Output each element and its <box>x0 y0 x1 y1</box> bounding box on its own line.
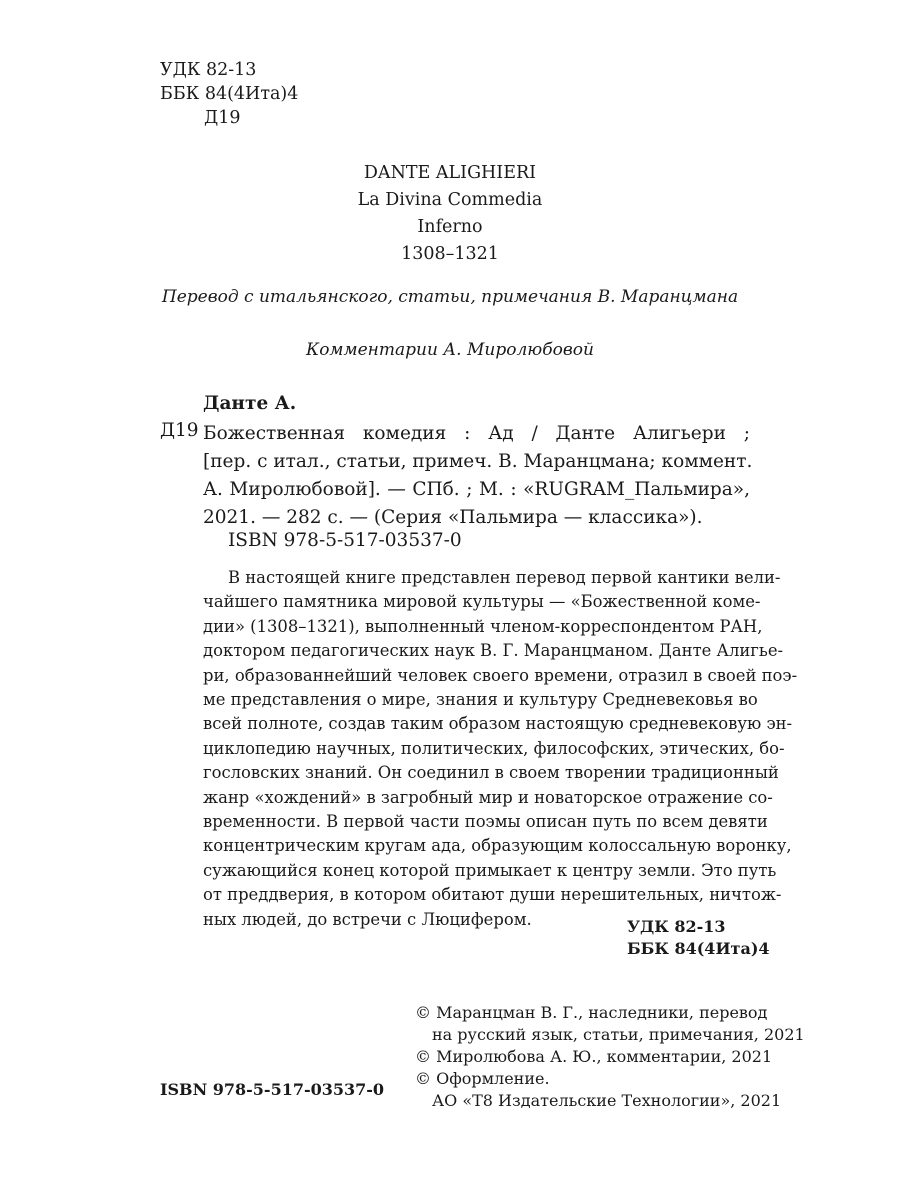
abstract-line: доктором педагогических наук В. Г. Маранцманом. Данте Алигье- <box>203 641 784 661</box>
book-abstract <box>203 566 798 932</box>
copyright-commentator: © Миролюбова А. Ю., комментарии, 2021 <box>415 1047 773 1066</box>
catalog-isbn: ISBN 978-5-517-03537-0 <box>228 530 462 551</box>
original-work-title: La Divina Commedia <box>357 190 543 210</box>
commentary-credit: Комментарии А. Миролюбовой <box>306 340 594 360</box>
original-title-block <box>0 160 900 268</box>
abstract-line: концентрическим кругам ада, образующим колоссальную воронку, <box>203 836 792 856</box>
bbk-code-bottom: ББК 84(4Ита)4 <box>627 939 770 958</box>
abstract-line: циклопедию научных, политических, философских, этических, бо- <box>203 738 785 758</box>
bibliographic-description <box>203 420 753 532</box>
abstract-line: гословских знаний. Он соединил в своем творении традиционный <box>203 763 779 783</box>
abstract-line: от преддверия, в котором обитают души нерешительных, ничтож- <box>203 885 782 905</box>
classification-block-top <box>160 58 298 130</box>
biblio-line: Божественная комедия : Ад / Данте Алигьери ; <box>203 423 750 444</box>
catalog-author-code: Д19 <box>160 420 199 441</box>
copyright-design: © Оформление. <box>415 1069 550 1088</box>
isbn-bottom: ISBN 978-5-517-03537-0 <box>160 1080 385 1099</box>
bbk-code: ББК 84(4Ита)4 <box>160 84 299 104</box>
abstract-line: В настоящей книге представлен перевод первой кантики вели- <box>228 568 781 587</box>
author-mark: Д19 <box>204 108 241 128</box>
abstract-line: жанр «хождений» в загробный мир и новаторское отражение со- <box>203 787 773 807</box>
biblio-line: А. Миролюбовой]. — СПб. ; М. : «RUGRAM_Пальмира», <box>203 479 750 500</box>
translation-credit: Перевод с итальянского, статьи, примечания В. Маранцмана <box>161 287 739 307</box>
udk-code-bottom: УДК 82-13 <box>627 917 726 936</box>
abstract-line: ри, образованнейший человек своего времени, отразил в своей поэ- <box>203 665 798 685</box>
copyright-block <box>415 1002 805 1112</box>
original-author: DANTE ALIGHIERI <box>363 163 537 183</box>
abstract-line: чайшего памятника мировой культуры — «Божественной коме- <box>203 592 761 612</box>
udk-code: УДК 82-13 <box>160 60 257 80</box>
biblio-line: 2021. — 282 с. — (Серия «Пальмира — классика»). <box>203 507 703 528</box>
abstract-line: временности. В первой части поэмы описан путь по всем девяти <box>203 812 768 832</box>
abstract-line: всей полноте, создав таким образом настоящую средневековую эн- <box>203 714 793 734</box>
abstract-line: сужающийся конец которой примыкает к центру земли. Это путь <box>203 860 777 880</box>
copyright-translator-cont: на русский язык, статьи, примечания, 2021 <box>432 1025 805 1044</box>
catalog-author-heading: Данте А. <box>203 393 297 414</box>
copyright-translator: © Маранцман В. Г., наследники, перевод <box>415 1003 768 1022</box>
original-years: 1308–1321 <box>401 244 499 264</box>
original-part-title: Inferno <box>417 217 483 237</box>
abstract-line: ме представления о мире, знания и культуру Средневековья во <box>203 690 758 710</box>
biblio-line: [пер. с итал., статьи, примеч. В. Маранцмана; коммент. <box>203 451 753 472</box>
classification-block-bottom <box>627 916 770 960</box>
copyright-publisher: АО «Т8 Издательские Технологии», 2021 <box>432 1091 782 1110</box>
abstract-line: дии» (1308–1321), выполненный членом-корреспондентом РАН, <box>203 616 763 636</box>
abstract-line: ных людей, до встречи с Люцифером. <box>203 909 532 929</box>
